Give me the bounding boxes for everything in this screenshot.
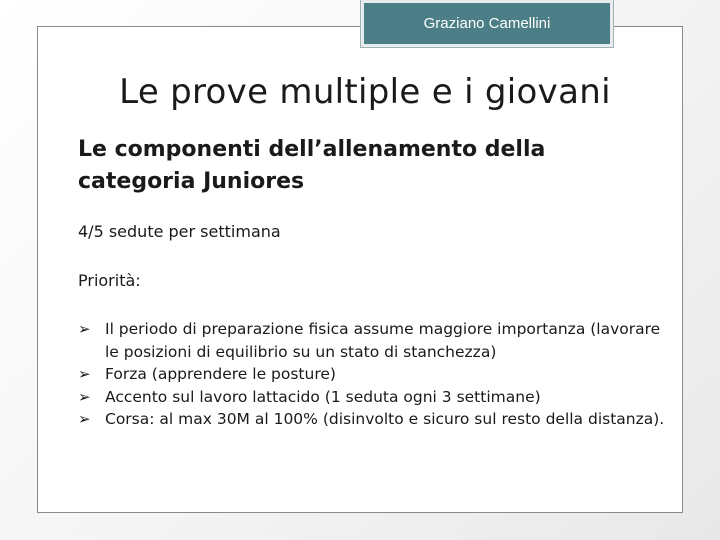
list-item [78, 408, 668, 431]
list-item-text: Forza (apprendere le posture) [105, 365, 336, 383]
list-item-text: Il periodo di preparazione fisica assume maggiore importanza (lavorare le posizioni di equilibrio su un stato di stanchezza) [105, 320, 661, 361]
slide-title: Le prove multiple e i giovani [119, 72, 611, 112]
arrow-bullet-icon: ➢ [78, 365, 91, 383]
arrow-bullet-icon: ➢ [78, 387, 91, 406]
arrow-bullet-icon: ➢ [78, 320, 91, 338]
slide-subtitle: Le componenti dell’allenamento della categoria Juniores [78, 137, 546, 194]
list-item-text: Accento sul lavoro lattacido (1 seduta ogni 3 settimane) [105, 387, 541, 406]
list-item [78, 363, 668, 386]
arrow-bullet-icon: ➢ [78, 410, 91, 428]
priority-list [78, 318, 668, 431]
list-item [78, 318, 668, 363]
list-item-text: Corsa: al max 30M al 100% (disinvolto e sicuro sul resto della distanza). [105, 410, 665, 428]
author-name: Graziano Camellini [423, 15, 551, 32]
list-item [78, 386, 668, 409]
author-box [361, 0, 613, 47]
training-frequency: 4/5 sedute per settimana [78, 222, 281, 241]
priority-label: Priorità: [78, 271, 141, 290]
